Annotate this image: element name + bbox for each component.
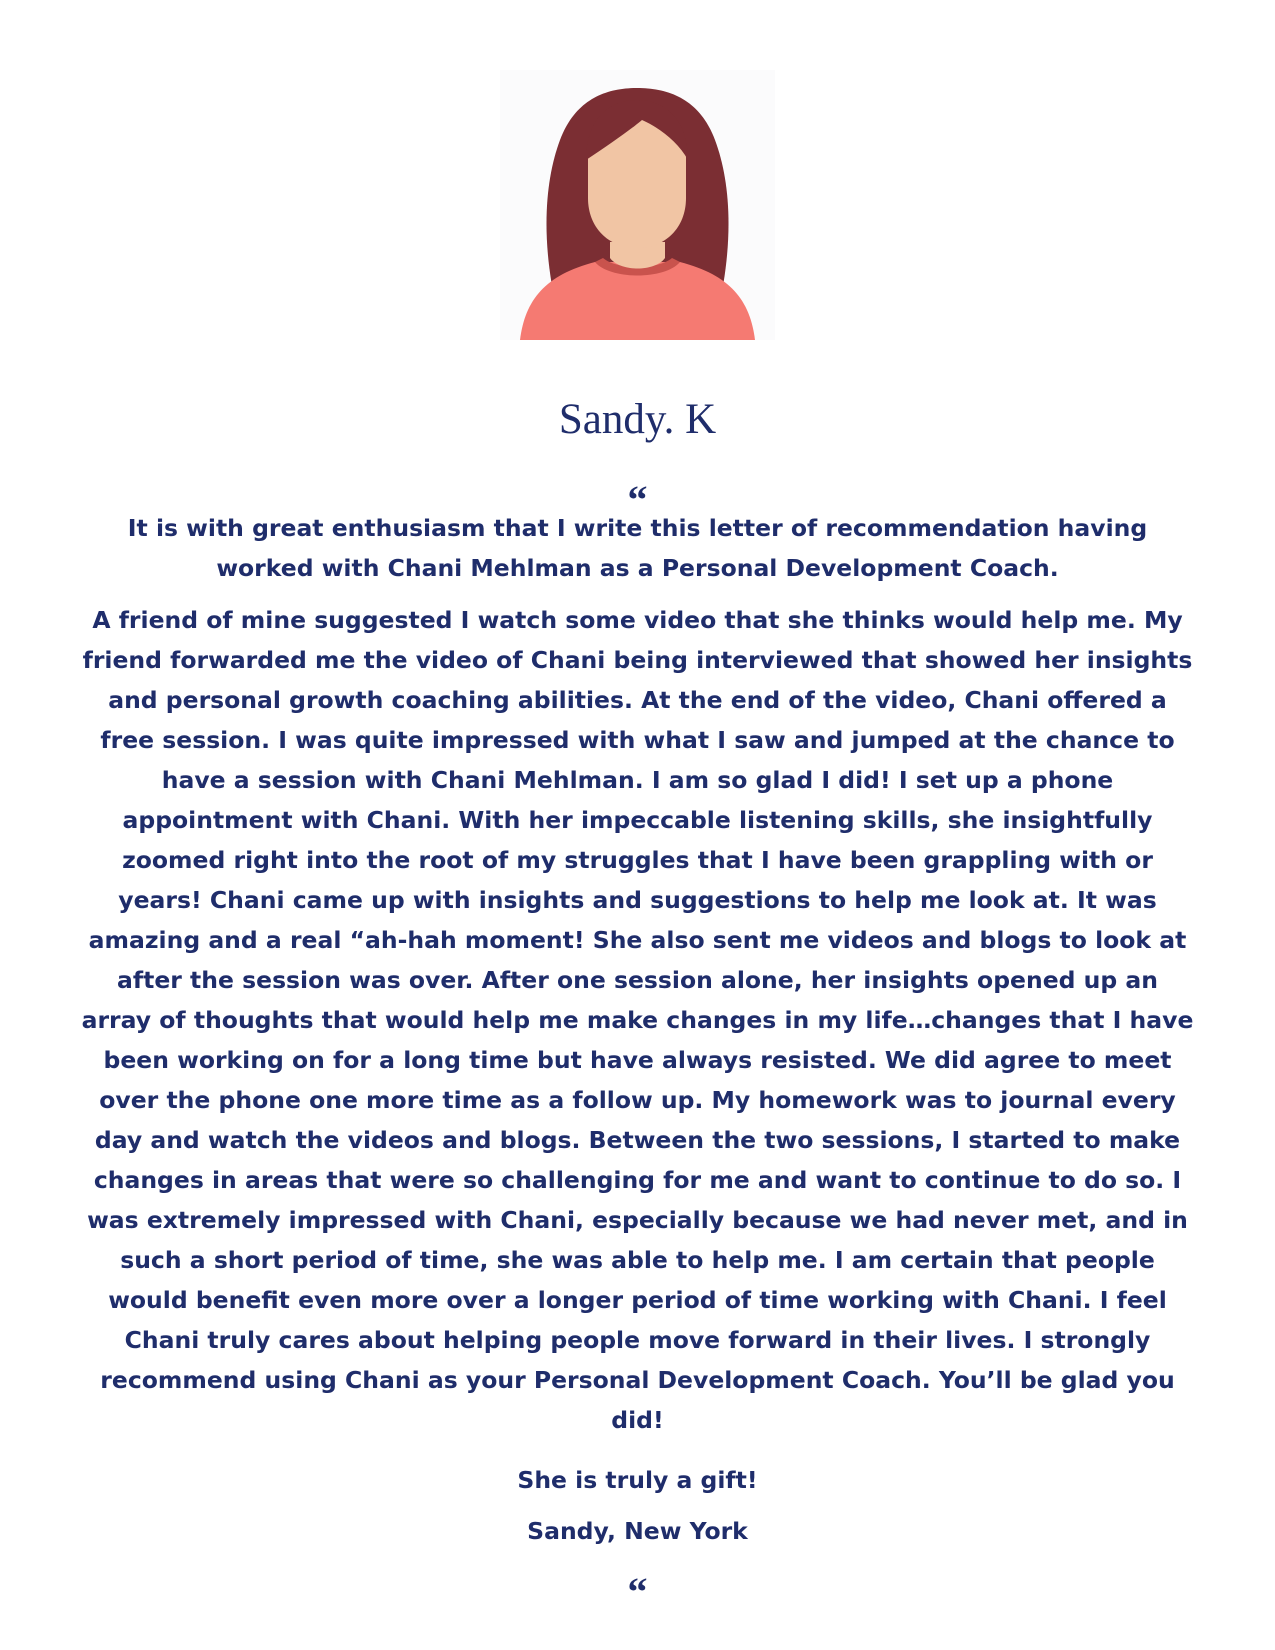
female-user-avatar-icon xyxy=(500,70,775,340)
testimonial-body: A friend of mine suggested I watch some video that she thinks would help me. My friend forwarded me the video of Chani being interviewed that showed her insights and personal growth coaching abilities. At the end of the video, Chani offered a free session. I was quite impressed with what I saw and jumped at the chance to have a session with Chani Mehlman. I am so glad I did! I set up a phone appointment with Chani. With her impeccable listening skills, she insightfully zoomed right into the root of my struggles that I have been grappling with or years! Chani came up with insights and suggestions to help me look at. It was amazing and a real “ah-hah moment! She also sent me videos and blogs to look at after the session was over. After one session alone, her insights opened up an array of thoughts that would help me make changes in my life…changes that I have been working on for a long time but have always resisted. We did agree to meet over the phone one more time as a follow up. My homework was to journal every day and watch the videos and blogs. Between the two sessions, I started to make changes in areas that were so challenging for me and want to continue to do so. I was extremely impressed with Chani, especially because we had never met, and in such a short period of time, she was able to help me. I am certain that people would benefit even more over a longer period of time working with Chani. I feel Chani truly cares about helping people move forward in their lives. I strongly recommend using Chani as your Personal Development Coach. You’ll be glad you did! xyxy=(81,606,1194,1434)
avatar xyxy=(500,70,775,340)
intro-paragraph: It is with great enthusiasm that I write this letter of recommendation having worked with Chani Mehlman as a Personal Development Coach. xyxy=(127,514,1148,582)
closing-quote-mark: “ xyxy=(627,1569,648,1614)
opening-quote-mark: “ xyxy=(627,477,648,522)
closing-line: She is truly a gift! xyxy=(517,1466,758,1494)
signature: Sandy, New York xyxy=(527,1517,748,1545)
person-name: Sandy. K xyxy=(558,396,717,443)
